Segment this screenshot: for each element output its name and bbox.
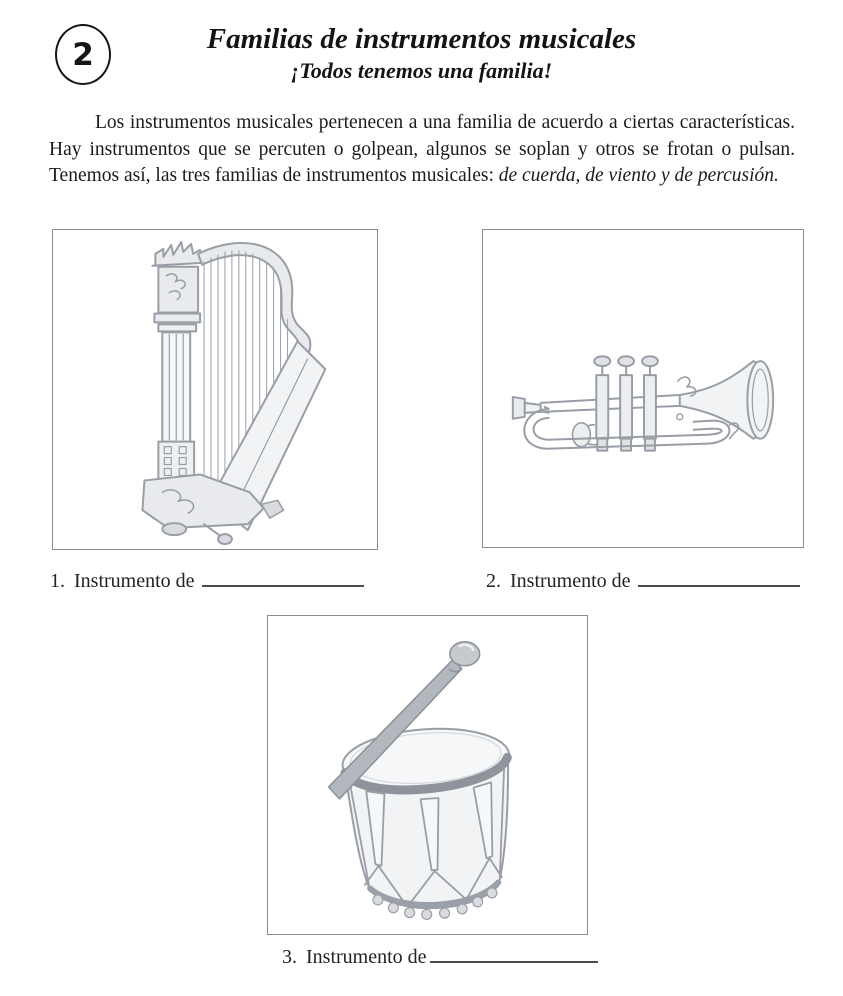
item-1-number: 1. — [50, 570, 65, 592]
harp-illustration — [53, 230, 377, 549]
section-number: 2 — [72, 36, 94, 73]
answer-blank-3 — [430, 941, 598, 963]
caption-item-3 — [282, 941, 598, 969]
harp-image-box — [52, 229, 378, 550]
item-2-number: 2. — [486, 570, 501, 592]
trumpet-illustration — [483, 230, 803, 547]
item-1-label: Instrumento de — [74, 570, 195, 592]
intro-text-italic: de cuerda, de viento y de percusión. — [498, 165, 779, 186]
page-header — [0, 22, 843, 84]
caption-item-2 — [486, 565, 800, 593]
answer-blank-2 — [638, 565, 800, 587]
item-3-number: 3. — [282, 946, 297, 968]
drum-image-box — [267, 615, 588, 935]
trumpet-image-box — [482, 229, 804, 548]
answer-blank-1 — [202, 565, 364, 587]
item-2-label: Instrumento de — [510, 570, 631, 592]
page-subtitle: ¡Todos tenemos una familia! — [290, 58, 553, 83]
intro-paragraph — [49, 110, 795, 190]
intro-text: Los instrumentos musicales pertenecen a una familia de acuerdo a ciertas características. Hay instrumentos que se percuten o golpean, algunos se soplan y otros se frotan o pulsan. Tenemos así, las tres familias de instrumentos musicales: — [49, 112, 795, 186]
drum-illustration — [268, 616, 587, 934]
caption-item-1 — [50, 565, 364, 593]
item-3-label: Instrumento de — [306, 946, 427, 968]
page-title: Familias de instrumentos musicales — [206, 23, 637, 55]
